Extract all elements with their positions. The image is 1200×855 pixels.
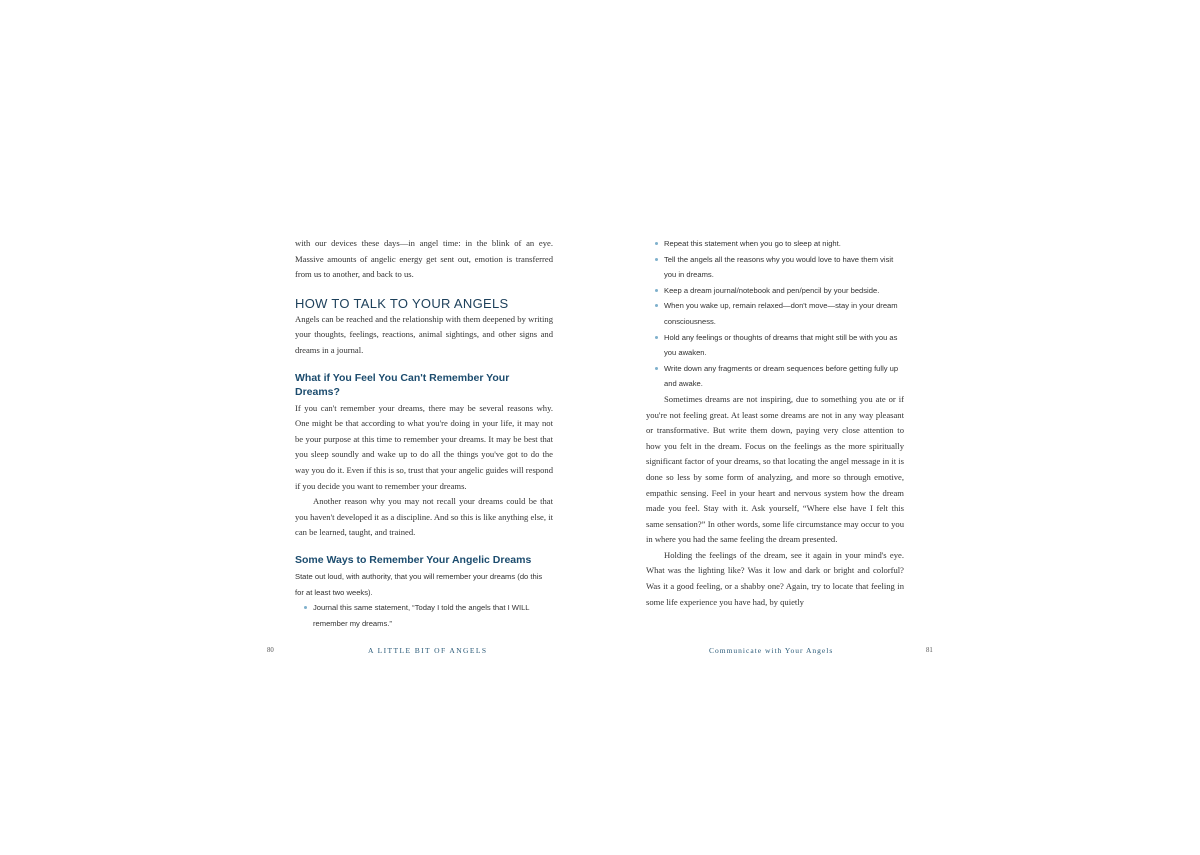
list-item: Tell the angels all the reasons why you would love to have them visit you in dreams. bbox=[646, 252, 904, 283]
left-page-number: 80 bbox=[267, 647, 274, 654]
list-item: Journal this same statement, “Today I told the angels that I WILL remember my dreams.” bbox=[295, 600, 553, 631]
paragraph-reasons: If you can't remember your dreams, there may be several reasons why. One might be that according to what you're doing in your life, it may not be your purpose at this time to remember your dreams. It may be best that you sleep soundly and wake up to do all the things you've got to do the way you do it. Even if this is so, trust that your angelic guides will respond if you decide you want to remember your dreams. bbox=[295, 402, 553, 491]
subheading-ways-to-remember: Some Ways to Remember Your Angelic Dreams bbox=[295, 553, 532, 566]
paragraph-sometimes-dreams: Sometimes dreams are not inspiring, due to something you ate or if you're not feeling great. At least some dreams are not in any way pleasant or transformative. But write them down, paying very close attention to how you felt in the dream. Focus on the feelings as the more spiritually significant factor of your dreams, so that locating the angel message in it is done so less by some form of analyzing, and more so through emotive, empathic sensing. Feel in your heart and nervous system how the dream made you feel. Stay with it. Ask yourself, “Where else have I felt this same sensation?” In other words, some life circumstance may occur to you in where you had the same feeling the dream presented. bbox=[646, 393, 904, 545]
right-page bbox=[646, 236, 904, 610]
section-heading: HOW TO TALK TO YOUR ANGELS bbox=[295, 295, 509, 311]
right-bullet-list bbox=[646, 236, 904, 392]
left-page bbox=[295, 236, 553, 631]
list-item: Hold any feelings or thoughts of dreams that might still be with you as you awaken. bbox=[646, 330, 904, 361]
list-item: Keep a dream journal/notebook and pen/pencil by your bedside. bbox=[646, 283, 904, 299]
list-item: Repeat this statement when you go to sleep at night. bbox=[646, 236, 904, 252]
subheading-remember-dreams: What if You Feel You Can't Remember Your Dreams? bbox=[295, 371, 510, 398]
left-running-title: A LITTLE BIT OF ANGELS bbox=[368, 646, 488, 655]
list-item: When you wake up, remain relaxed—don't move—stay in your dream consciousness. bbox=[646, 298, 904, 329]
right-page-number: 81 bbox=[926, 647, 933, 654]
section-paragraph: Angels can be reached and the relationship with them deepened by writing your thoughts, feelings, reactions, animal sightings, and other signs and dreams in a journal. bbox=[295, 313, 553, 355]
paragraph-discipline: Another reason why you may not recall your dreams could be that you haven't developed it as a discipline. And so this is like anything else, it can be learned, taught, and trained. bbox=[295, 496, 553, 538]
paragraph-holding-feelings: Holding the feelings of the dream, see it again in your mind's eye. What was the lighting like? Was it low and dark or bright and colorful? Was it a good feeling, or a shabby one? Again, try to locate that feeling in some life experience you have had, by quietly bbox=[646, 549, 904, 607]
left-bullet-list bbox=[295, 600, 553, 631]
right-running-title: Communicate with Your Angels bbox=[709, 646, 834, 655]
list-item: Write down any fragments or dream sequences before getting fully up and awake. bbox=[646, 361, 904, 392]
continued-paragraph: with our devices these days—in angel time: in the blink of an eye. Massive amounts of angelic energy get sent out, emotion is transferred from us to another, and back to us. bbox=[295, 238, 553, 280]
intro-statement: State out loud, with authority, that you will remember your dreams (do this for at least two weeks). bbox=[295, 571, 543, 597]
